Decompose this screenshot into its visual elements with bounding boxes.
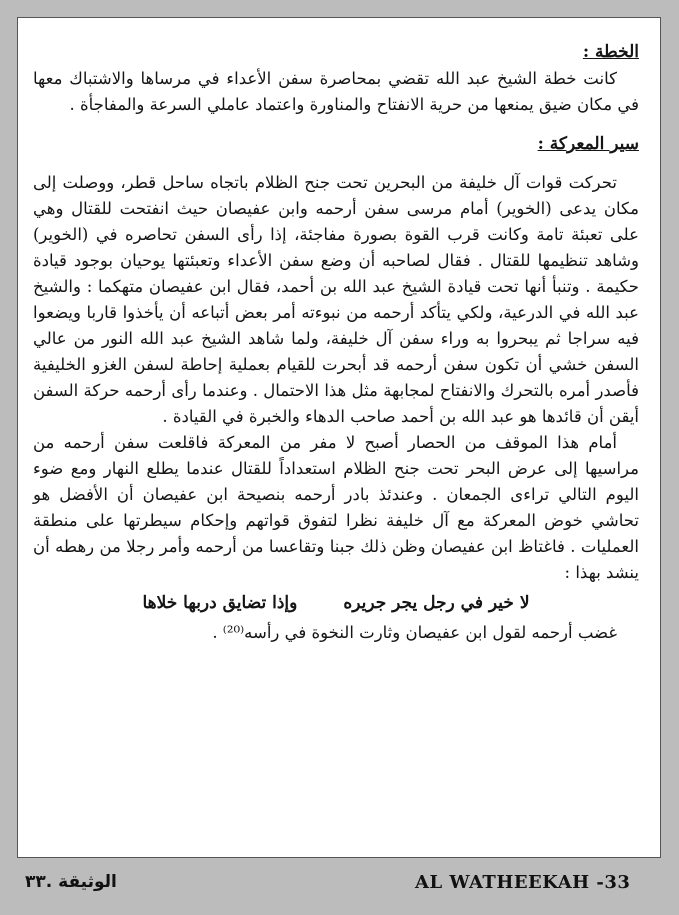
verse-second-hemistich: وإذا تضايق دربها خلاها — [142, 593, 298, 613]
section-heading-plan: الخطة : — [582, 42, 639, 62]
plan-paragraph: كانت خطة الشيخ عبد الله تقضي بمحاصرة سفن الأعداء في مرساها والاشتباك معها في مكان ضيق يمنعها من حرية الانفتاح والمناورة واعتماد عاملي السرعة والمفاجأة . — [33, 69, 639, 114]
article-body — [33, 38, 639, 646]
page-frame — [17, 17, 661, 858]
battle-paragraph-1: تحركت قوات آل خليفة من البحرين تحت جنح الظلام باتجاه ساحل قطر، ووصلت إلى مكان يدعى (الخوير) أمام مرسى سفن أرحمه وابن عفيصان حيث انفتحت للقتال وهي على تعبئة تامة وكانت قرب القوة بصورة مفاجئة، إذا رأى السفن تحاصره في (الخوير) وشاهد تنظيمها للقتال . فقال لصاحبه أن وضع سفن الأعداء وتعبئتها يوحيان بوجود قيادة حكيمة . وتنبأ أنها تحت قيادة الشيخ عبد الله بن أحمد، فقال ابن عفيصان متهكما : والشيخ عبد الله في الدرعية، ولكي يتأكد أرحمه من نبوءته أمر بعض أتباعه أن يأخذوا قاربا ويضعوا فيه سراجا ثم يبحروا به وراء سفن آل خليفة، ولما شاهد الشيخ عبد الله النور من عالي السفن خشي أن تكون سفن أرحمه قد أبحرت للقيام بعملية إحاطة لسفن الغزو الخليفية فأصدر أمره بالتحرك والانفتاح لمجابهة مثل هذا الاحتمال . وعندما رأى أرحمه حركة السفن أيقن أن قائدها هو عبد الله بن أحمد صاحب الدهاء والخبرة في القيادة . — [33, 173, 639, 426]
page-footer — [17, 866, 661, 902]
battle-paragraph-2: أمام هذا الموقف من الحصار أصبح لا مفر من المعركة فاقلعت سفن أرحمه من مراسيها إلى عرض البحر تحت جنح الظلام استعداداً للقتال عندما يطلع النهار ومع ضوء اليوم التالي تراءى الجمعان . وعندئذ بادر أرحمه بنصيحة ابن عفيصان أن الأفضل هو تحاشي خوض المعركة مع آل خليفة نظرا لتفوق قواتهم وإحكام سيطرتها على منطقة العمليات . فاغتاظ ابن عفيصان وظن ذلك جبنا وتقاعسا من أرحمه وأمر رجلا من رهطه أن ينشد بهذا : — [33, 433, 639, 582]
journal-title-english: AL WATHEEKAH -33 — [415, 872, 631, 893]
journal-title-arabic: الوثيقة .٣٣ — [25, 872, 117, 892]
poem-verse — [33, 588, 639, 618]
section-heading-battle: سير المعركة : — [537, 134, 639, 154]
battle-paragraph-3: غضب أرحمه لقول ابن عفيصان وثارت النخوة في رأسه⁽²⁰⁾ . — [212, 623, 617, 642]
verse-first-hemistich: لا خير في رجل يجر جريره — [343, 593, 530, 613]
